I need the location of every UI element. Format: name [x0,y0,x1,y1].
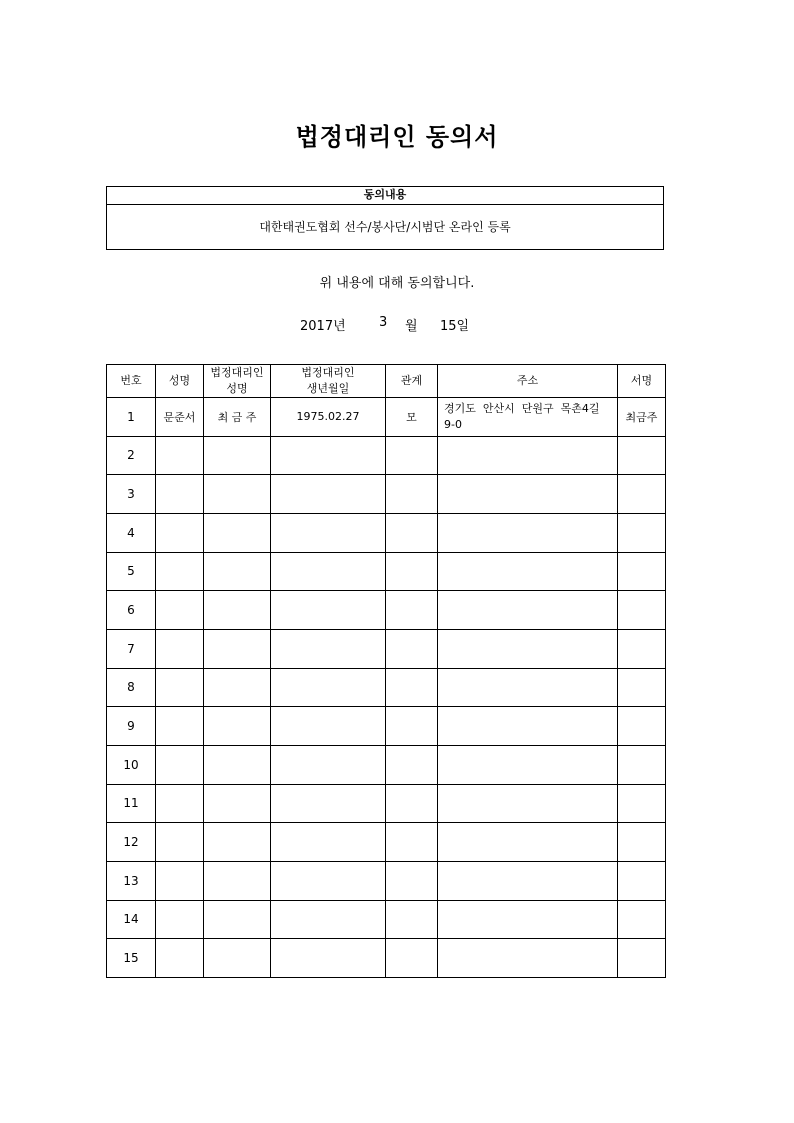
cell-name [156,552,204,591]
cell-no: 11 [107,784,156,823]
table-row [107,745,666,784]
cell-address [438,398,618,437]
cell-signature [618,939,666,978]
cell-signature [618,552,666,591]
header-address: 주소 [438,365,618,398]
cell-guardian-birth [271,861,386,900]
consent-box [106,186,664,250]
cell-address [438,707,618,746]
header-guardian-birth-line2: 생년월일 [306,382,350,395]
cell-relation [386,745,438,784]
cell-relation [386,784,438,823]
header-guardian-birth [271,365,386,398]
cell-signature [618,436,666,475]
cell-name [156,707,204,746]
header-name: 성명 [156,365,204,398]
cell-signature [618,513,666,552]
table-row [107,629,666,668]
cell-no: 6 [107,591,156,630]
cell-no: 8 [107,668,156,707]
date-month-value: 3 [379,315,388,330]
cell-no: 1 [107,398,156,437]
table-row [107,552,666,591]
header-no: 번호 [107,365,156,398]
cell-guardian-birth [271,513,386,552]
cell-relation: 모 [386,398,438,437]
cell-guardian-birth [271,436,386,475]
cell-name [156,668,204,707]
cell-guardian-birth [271,707,386,746]
cell-relation [386,552,438,591]
cell-signature [618,745,666,784]
cell-no: 10 [107,745,156,784]
cell-no: 13 [107,861,156,900]
cell-guardian-name [204,900,271,939]
cell-guardian-name [204,939,271,978]
cell-address [438,823,618,862]
cell-no: 7 [107,629,156,668]
cell-name: 문준서 [156,398,204,437]
date-year: 2017년 [300,319,346,334]
cell-guardian-name [204,591,271,630]
cell-guardian-birth [271,475,386,514]
cell-guardian-birth [271,900,386,939]
table-row [107,475,666,514]
cell-no: 12 [107,823,156,862]
cell-name [156,591,204,630]
cell-address [438,668,618,707]
cell-relation [386,513,438,552]
cell-relation [386,668,438,707]
table-header-row [107,365,666,398]
cell-guardian-name [204,552,271,591]
consent-content: 대한태권도협회 선수/봉사단/시범단 온라인 등록 [259,220,511,234]
cell-address [438,900,618,939]
cell-relation [386,823,438,862]
cell-relation [386,939,438,978]
cell-address [438,861,618,900]
header-guardian-name-line1: 법정대리인 [210,366,264,379]
guardian-consent-table [106,364,666,978]
cell-guardian-name [204,784,271,823]
cell-no: 14 [107,900,156,939]
table-row [107,436,666,475]
cell-signature [618,707,666,746]
cell-no: 5 [107,552,156,591]
cell-address [438,436,618,475]
cell-relation [386,591,438,630]
address-line2: 9-0 [444,417,462,431]
cell-signature [618,900,666,939]
cell-address [438,629,618,668]
cell-address [438,745,618,784]
table-row [107,591,666,630]
cell-signature [618,823,666,862]
cell-name [156,939,204,978]
cell-address [438,475,618,514]
cell-relation [386,900,438,939]
cell-guardian-name [204,629,271,668]
cell-guardian-name [204,823,271,862]
cell-name [156,745,204,784]
consent-header: 동의내용 [107,187,663,205]
cell-name [156,513,204,552]
cell-name [156,784,204,823]
table-row [107,513,666,552]
header-relation: 관계 [386,365,438,398]
cell-signature [618,591,666,630]
table-row [107,398,666,437]
cell-relation [386,629,438,668]
cell-signature [618,784,666,823]
cell-no: 3 [107,475,156,514]
cell-guardian-name [204,668,271,707]
header-guardian-name-line2: 성명 [226,382,248,395]
cell-relation [386,436,438,475]
date-day: 15일 [440,319,470,334]
address-line1: 경기도 안산시 단원구 목촌4길 [444,401,600,415]
header-signature: 서명 [618,365,666,398]
cell-guardian-name [204,707,271,746]
cell-guardian-name [204,475,271,514]
cell-signature [618,475,666,514]
table-row [107,668,666,707]
table-row [107,861,666,900]
cell-guardian-birth [271,668,386,707]
cell-name [156,900,204,939]
cell-guardian-name: 최 금 주 [204,398,271,437]
document-title: 법정대리인 동의서 [295,123,499,151]
cell-no: 9 [107,707,156,746]
cell-name [156,861,204,900]
cell-signature [618,668,666,707]
cell-relation [386,475,438,514]
table-row [107,784,666,823]
cell-guardian-birth [271,745,386,784]
cell-no: 15 [107,939,156,978]
table-row [107,939,666,978]
cell-address [438,939,618,978]
table-row [107,707,666,746]
cell-guardian-name [204,745,271,784]
cell-guardian-name [204,513,271,552]
cell-address [438,591,618,630]
cell-name [156,823,204,862]
cell-guardian-birth [271,823,386,862]
cell-signature [618,629,666,668]
cell-name [156,629,204,668]
header-guardian-birth-line1: 법정대리인 [301,366,355,379]
cell-guardian-birth [271,784,386,823]
cell-guardian-name [204,436,271,475]
header-guardian-name [204,365,271,398]
cell-guardian-birth [271,629,386,668]
cell-no: 4 [107,513,156,552]
cell-guardian-birth [271,591,386,630]
cell-signature [618,861,666,900]
cell-address [438,513,618,552]
table-row [107,900,666,939]
cell-relation [386,707,438,746]
cell-guardian-birth [271,939,386,978]
cell-guardian-birth [271,552,386,591]
date-month-unit: 월 [405,319,418,334]
cell-guardian-birth: 1975.02.27 [271,398,386,437]
cell-no: 2 [107,436,156,475]
cell-address [438,784,618,823]
cell-name [156,436,204,475]
cell-signature: 최금주 [618,398,666,437]
agreement-statement: 위 내용에 대해 동의합니다. [319,276,475,291]
cell-relation [386,861,438,900]
cell-name [156,475,204,514]
cell-guardian-name [204,861,271,900]
table-row [107,823,666,862]
cell-address [438,552,618,591]
